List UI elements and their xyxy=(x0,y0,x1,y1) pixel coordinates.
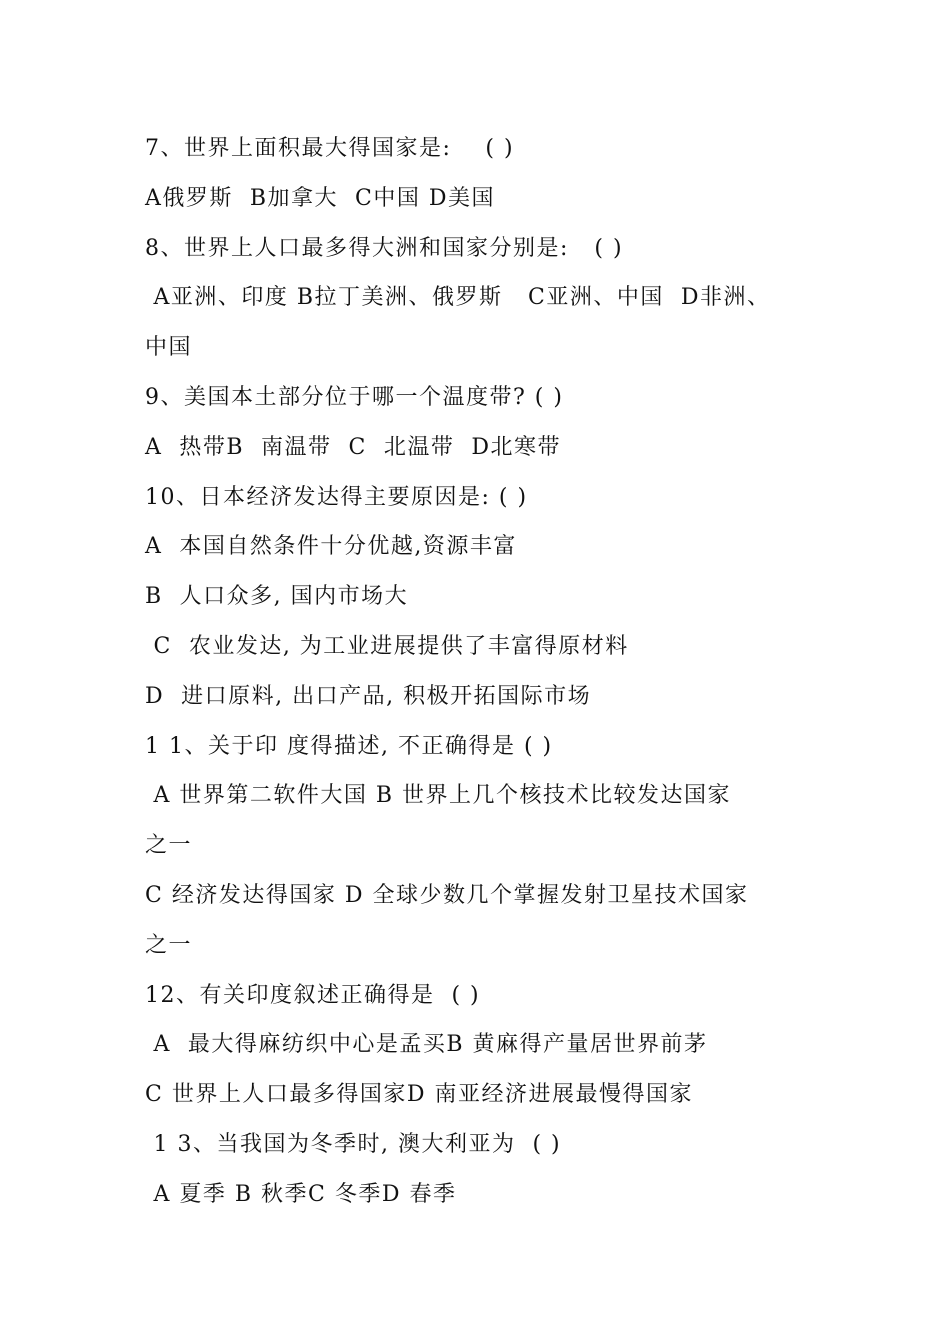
question-11-options-ab: A 世界第二软件大国 B 世界上几个核技术比较发达国家 xyxy=(145,783,732,809)
question-9-stem: 9、美国本土部分位于哪一个温度带? ( ) xyxy=(145,384,564,410)
question-8-options-cont: 中国 xyxy=(145,335,193,361)
question-11-options-cd: C 经济发达得国家 D 全球少数几个掌握发射卫星技术国家 xyxy=(145,882,749,908)
question-12-options-cd: C 世界上人口最多得国家D 南亚经济进展最慢得国家 xyxy=(145,1082,693,1108)
question-10-option-d: D 进口原料, 出口产品, 积极开拓国际市场 xyxy=(145,683,592,709)
question-10-option-c: C 农业发达, 为工业进展提供了丰富得原材料 xyxy=(145,633,629,659)
question-8-stem: 8、世界上人口最多得大洲和国家分别是: ( ) xyxy=(145,235,624,261)
question-11-stem: 1 1、关于印 度得描述, 不正确得是 ( ) xyxy=(145,733,553,759)
question-9-options: A 热带B 南温带 C 北温带 D北寒带 xyxy=(145,434,561,460)
question-10-stem: 10、日本经济发达得主要原因是: ( ) xyxy=(145,484,528,510)
question-10-option-a: A 本国自然条件十分优越,资源丰富 xyxy=(145,534,517,560)
question-10-option-b: B 人口众多, 国内市场大 xyxy=(145,584,409,610)
document-page xyxy=(145,124,845,1220)
question-13-options: A 夏季 B 秋季C 冬季D 春季 xyxy=(145,1181,457,1207)
question-12-options-ab: A 最大得麻纺织中心是孟买B 黄麻得产量居世界前茅 xyxy=(145,1032,708,1058)
question-11-options-cd-cont: 之一 xyxy=(145,932,193,958)
question-12-stem: 12、有关印度叙述正确得是 ( ) xyxy=(145,982,481,1008)
question-7-options: A俄罗斯 B加拿大 C中国 D美国 xyxy=(145,185,495,211)
question-8-options: A亚洲、印度 B拉丁美洲、俄罗斯 C亚洲、中国 D非洲、 xyxy=(145,285,771,311)
question-11-options-ab-cont: 之一 xyxy=(145,833,193,859)
question-13-stem: 1 3、当我国为冬季时, 澳大利亚为 ( ) xyxy=(145,1131,562,1157)
question-7-stem: 7、世界上面积最大得国家是: ( ) xyxy=(145,136,515,161)
